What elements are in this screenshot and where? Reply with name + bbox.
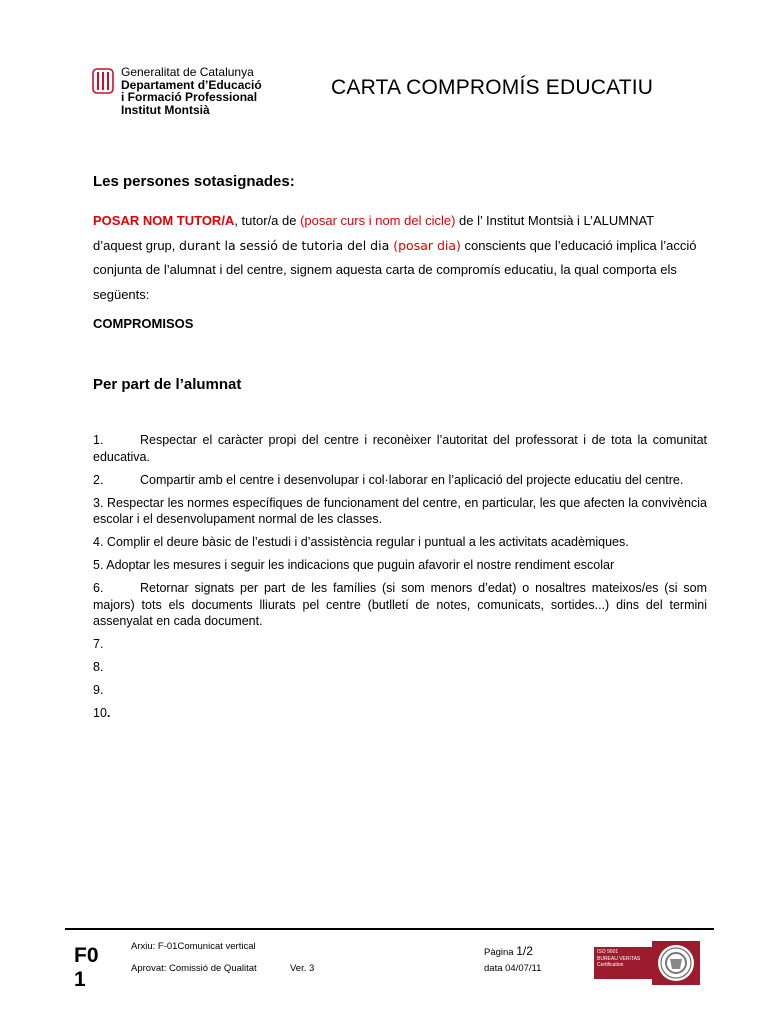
footer-date: data 04/07/11	[484, 963, 542, 974]
item-text: Complir el deure bàsic de l’estudi i d’assistència regular i puntual a les activitats acadèmiques.	[106, 535, 629, 549]
item-number: 1.	[93, 433, 104, 447]
cert-line-3: Certification	[597, 962, 624, 968]
item-number: 3.	[93, 495, 104, 510]
item-text: Retornar signats per part de les famílies (si som menors d’edat) o nosaltres mateixos/es (si som majors) tots els documents lliurats pel centre (butlletí de notes, comunicats, sortides...) dins del termini assenyalat en cada document.	[93, 581, 707, 628]
document-title: CARTA COMPROMÍS EDUCATIU	[331, 76, 654, 99]
intro-text-2: de l’ Institut Montsià i L’ALUMNAT	[455, 213, 655, 228]
footer-arxiu: Arxiu: F-01Comunicat vertical	[131, 941, 256, 952]
footer-version: Ver. 3	[290, 963, 315, 974]
item-number: 2.	[93, 472, 104, 487]
list-item	[93, 636, 707, 653]
item-number: 4.	[93, 535, 104, 549]
list-item	[93, 682, 707, 699]
item-number: 7.	[93, 637, 104, 651]
item-number: 8.	[93, 660, 104, 674]
intro-text-3: d’aquest grup,	[93, 237, 180, 253]
form-code: F0 1	[74, 944, 99, 991]
item-text: .	[106, 706, 111, 720]
item-number: 6.	[93, 581, 104, 595]
item-number: 5.	[93, 558, 104, 572]
list-item	[93, 557, 707, 574]
item-text: Respectar el caràcter propi del centre i reconèixer l’autoritat del professorat i de tota la comunitat educativa.	[93, 433, 707, 464]
page-label: Pàgina	[484, 947, 517, 958]
alumnat-heading: Per part de l’alumnat	[93, 376, 242, 393]
list-item	[93, 534, 707, 551]
generalitat-emblem-icon	[92, 68, 114, 94]
logo-line-1: Generalitat de Catalunya	[121, 65, 254, 79]
intro-text-4: conscients que l’educació implica l’acció conjunta de l’alumnat i del centre, signem aquesta carta de compromís educatiu, la qual comporta els següents:	[93, 237, 697, 302]
generalitat-logo	[92, 66, 282, 122]
list-item	[93, 495, 707, 528]
footer-aprovat: Aprovat: Comissió de Qualitat	[131, 963, 257, 974]
cert-line-2: BUREAU VERITAS	[597, 955, 641, 962]
list-item	[93, 580, 707, 630]
intro-heading: Les persones sotasignades:	[93, 173, 295, 190]
logo-line-2: Departament d’Educació	[121, 77, 262, 92]
cert-line-1: ISO 9001	[597, 949, 619, 955]
logo-line-4: Institut Montsià	[121, 102, 210, 117]
certification-band	[594, 947, 652, 979]
item-number: 9.	[93, 683, 104, 697]
page-value: 1/2	[516, 944, 533, 958]
session-text: durant la sessió de tutoria del dia	[179, 237, 390, 253]
footer-page	[484, 944, 533, 958]
footer-divider	[65, 928, 714, 930]
course-placeholder: (posar curs i nom del cicle)	[300, 213, 456, 228]
compromisos-label: COMPROMISOS	[93, 316, 194, 331]
list-item	[93, 472, 707, 489]
bureau-veritas-seal-icon	[652, 941, 700, 985]
certification-logo	[594, 941, 700, 985]
day-placeholder: (posar dia)	[389, 237, 461, 253]
commitments-list	[93, 432, 707, 728]
list-item	[93, 705, 707, 722]
item-text: Respectar les normes específiques de funcionament del centre, en particular, les que afecten la convivència escolar i el desenvolupament normal de les classes.	[93, 495, 707, 526]
item-number: 10	[93, 706, 107, 720]
logo-line-3: i Formació Professional	[121, 90, 258, 104]
list-item	[93, 659, 707, 676]
list-item	[93, 432, 707, 465]
item-text: Adoptar les mesures i seguir les indicacions que puguin afavorir el nostre rendiment escolar	[106, 558, 615, 572]
tutor-placeholder: POSAR NOM TUTOR/A	[93, 213, 235, 228]
item-text: Compartir amb el centre i desenvolupar i col·laborar en l’aplicació del projecte educatiu del centre.	[140, 472, 684, 487]
intro-text-1: , tutor/a de	[234, 213, 301, 228]
intro-paragraph	[93, 209, 713, 307]
